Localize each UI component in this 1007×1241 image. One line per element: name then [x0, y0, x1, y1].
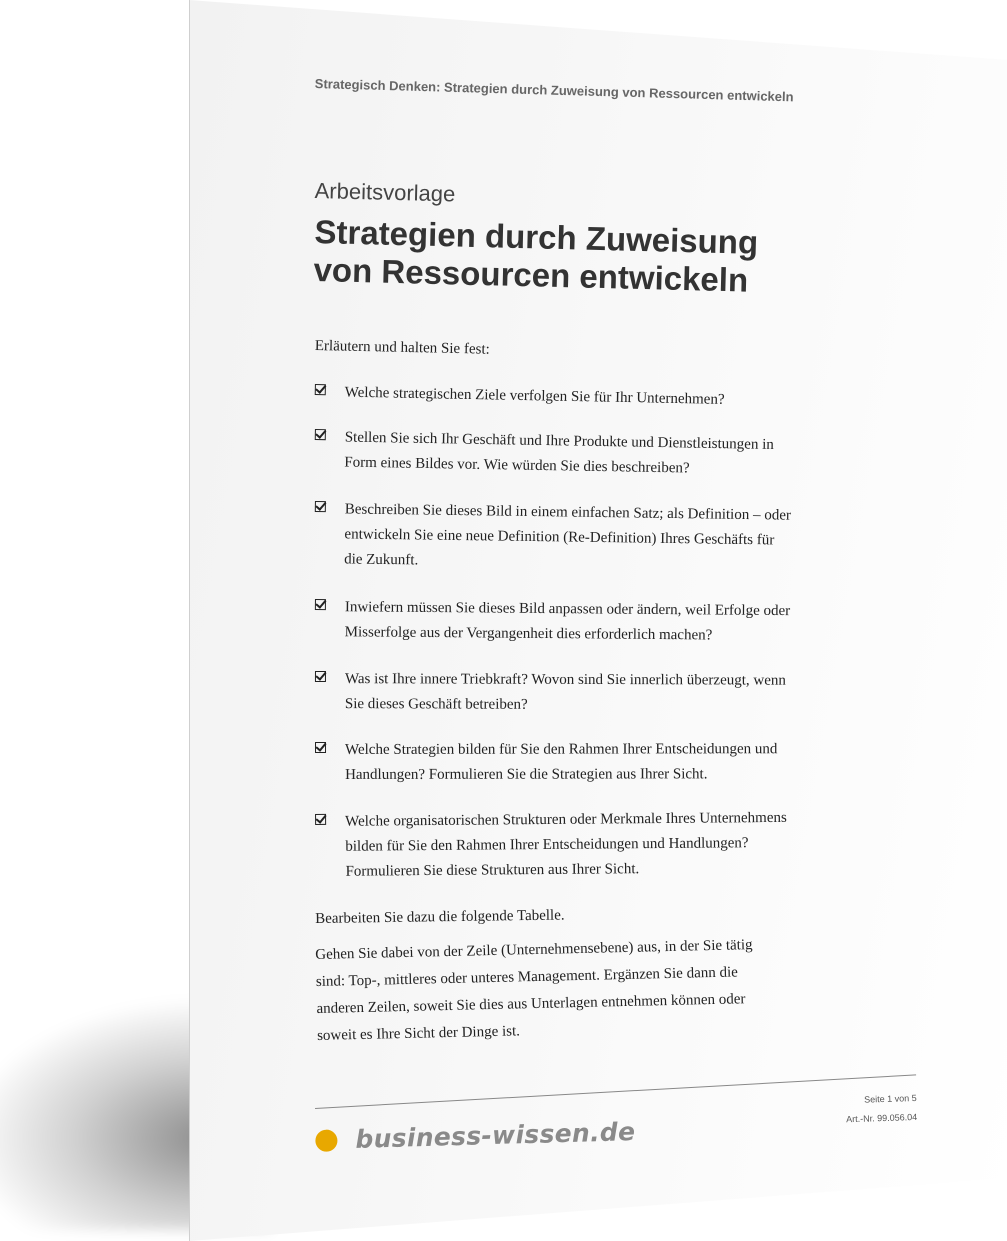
page-number: Seite 1 von 5 — [864, 1093, 918, 1105]
management-instruction: Gehen Sie dabei von der Zeile (Unternehmensebene) aus, in der Sie tätig sind: Top-, mittleres oder unteres Management. Ergänzen Sie dann die anderen Zeilen, soweit Sie dies aus Unterlagen entnehmen können oder soweit es Ihre Sicht der Dinge ist. — [315, 937, 753, 1044]
footer-divider — [315, 1074, 916, 1109]
checklist-item-text: Stellen Sie sich Ihr Geschäft und Ihre Produkte und Dienstleistungen in Form eines Bildes vor. Wie würden Sie dies beschreiben? — [344, 429, 774, 477]
running-header: Strategisch Denken: Strategien durch Zuweisung von Ressourcen entwickeln — [314, 76, 794, 105]
checklist-item — [314, 497, 795, 579]
brand-name: business-wissen.de — [354, 1117, 636, 1154]
checked-box-icon — [315, 384, 326, 395]
document-kicker: Arbeitsvorlage — [314, 178, 456, 207]
checklist-item-text: Was ist Ihre innere Triebkraft? Wovon sind Sie innerlich überzeugt, wenn Sie dieses Geschäft betreiben? — [344, 671, 786, 713]
checklist-item-text: Beschreiben Sie dieses Bild in einem einfachen Satz; als Definition – oder entwickeln Sie eine neue Definition (Re-Definition) Ihres Geschäfts für die Zukunft. — [344, 501, 792, 569]
checklist-item — [315, 667, 795, 719]
checked-box-icon — [315, 501, 326, 512]
checklist-item-text: Inwiefern müssen Sie dieses Bild anpassen oder ändern, weil Erfolge oder Misserfolge aus der Vergangenheit dies erforderlich machen? — [344, 599, 791, 644]
checked-box-icon — [315, 429, 326, 440]
checklist-item — [315, 380, 795, 414]
title-line-1: Strategien durch Zuweisung — [314, 213, 759, 261]
article-number: Art.-Nr. 99.056.04 — [845, 1112, 918, 1125]
title-line-2: von Ressourcen entwickeln — [313, 250, 749, 299]
checked-box-icon — [315, 599, 326, 610]
checklist-item — [315, 806, 796, 885]
brand-dot-icon — [315, 1129, 338, 1152]
checked-box-icon — [315, 814, 326, 825]
table-instruction: Bearbeiten Sie dazu die folgende Tabelle. — [315, 907, 565, 927]
checklist-item-text: Welche organisatorischen Strukturen oder Merkmale Ihres Unternehmens bilden für Sie den Rahmen Ihrer Entscheidungen und Handlungen? Formulieren Sie diese Strukturen aus Ihrer Sicht. — [345, 809, 787, 880]
document-title — [313, 213, 785, 300]
checklist-item — [315, 737, 795, 788]
intro-text: Erläutern und halten Sie fest: — [314, 338, 490, 358]
checklist-item-text: Welche Strategien bilden für Sie den Rahmen Ihrer Entscheidungen und Handlungen? Formulieren Sie die Strategien aus Ihrer Sicht. — [345, 741, 778, 783]
checklist-item — [314, 425, 795, 483]
brand-logo — [315, 1117, 636, 1155]
checklist-item — [315, 595, 795, 649]
checked-box-icon — [315, 671, 326, 682]
checked-box-icon — [315, 742, 326, 753]
checklist-item-text: Welche strategischen Ziele verfolgen Sie für Ihr Unternehmen? — [344, 384, 725, 408]
